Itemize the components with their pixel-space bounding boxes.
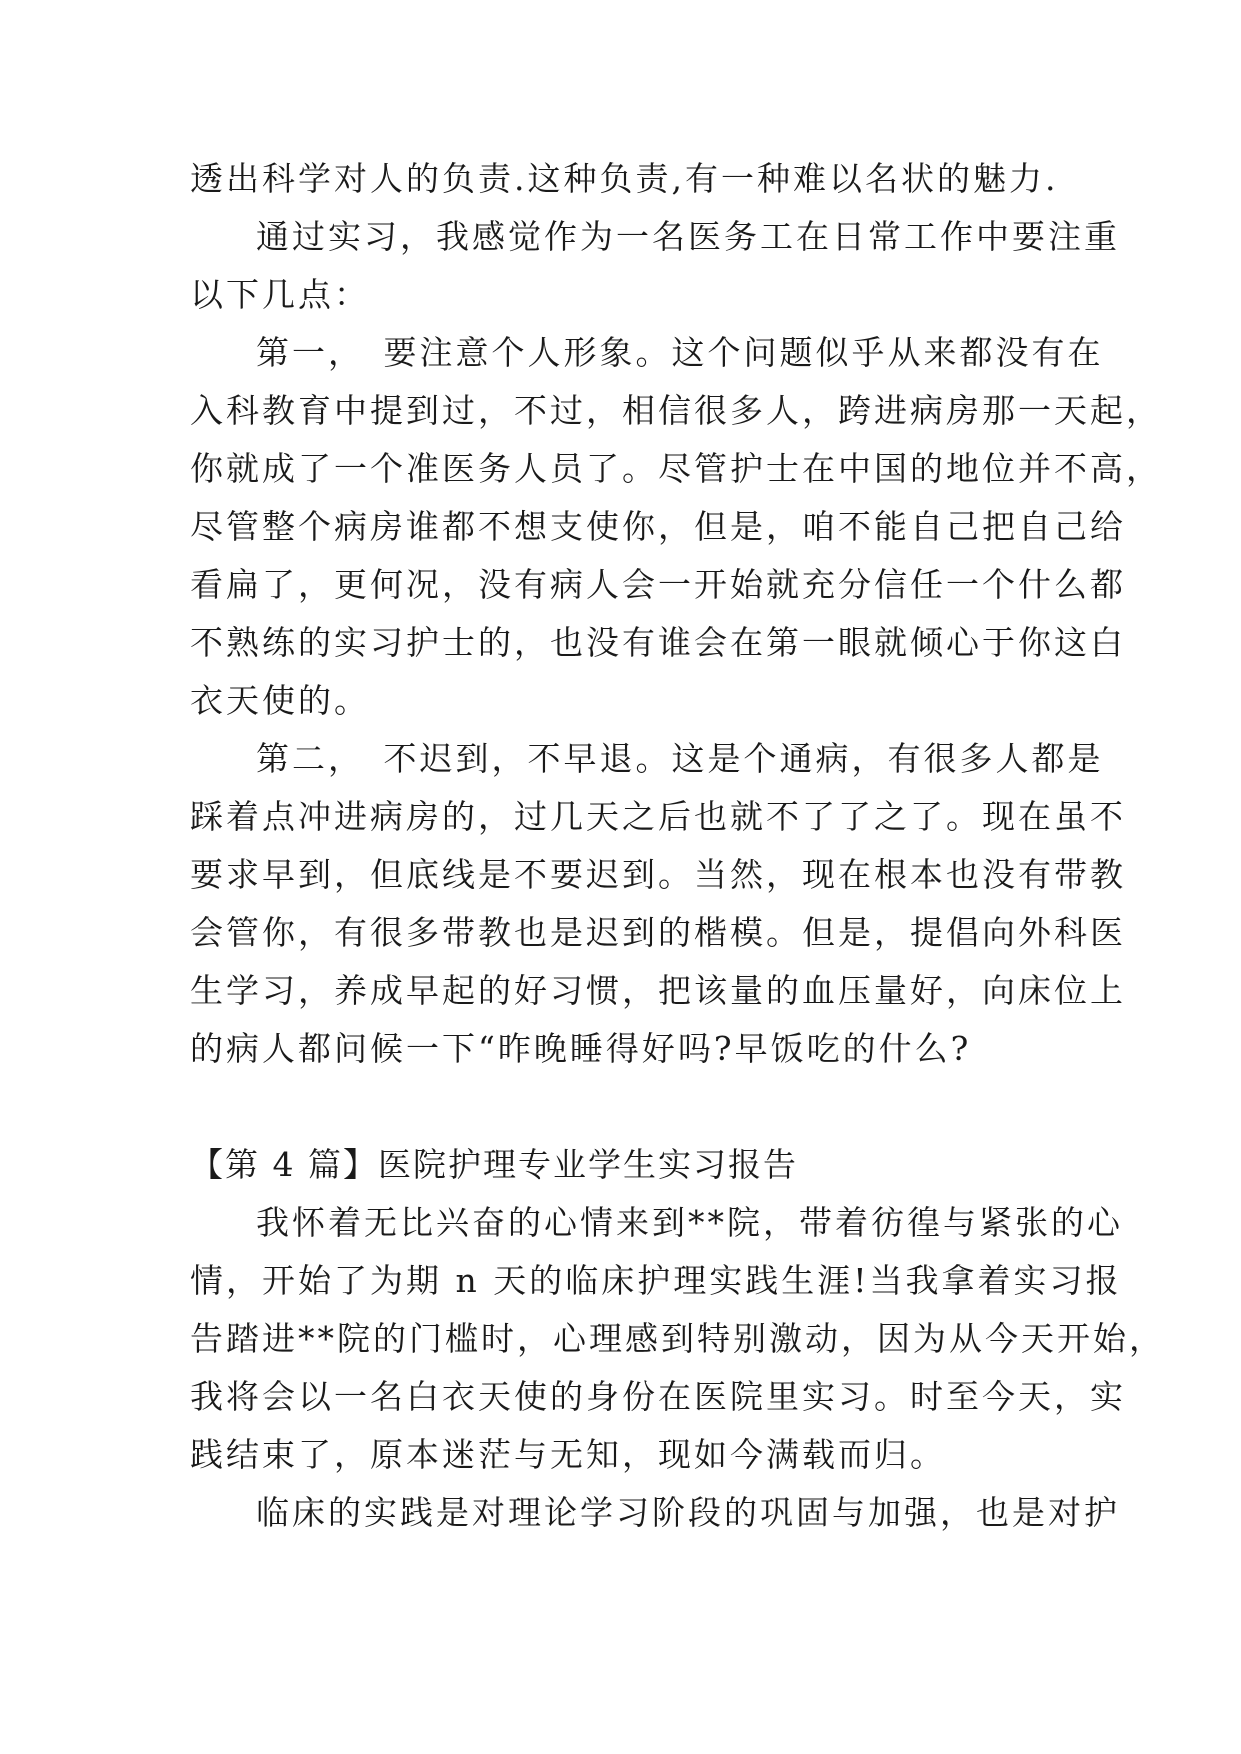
paragraph-line: 踩着点冲进病房的，过几天之后也就不了了之了。现在虽不 xyxy=(190,797,1126,836)
paragraph-line: 以下几点： xyxy=(190,275,370,314)
paragraph-line: 会管你，有很多带教也是迟到的楷模。但是，提倡向外科医 xyxy=(190,913,1126,952)
paragraph-line: 践结束了，原本迷茫与无知，现如今满载而归。 xyxy=(190,1435,946,1474)
paragraph-line: 的病人都问候一下“昨晚睡得好吗?早饭吃的什么? xyxy=(190,1029,972,1068)
paragraph-line: 你就成了一个准医务人员了。尽管护士在中国的地位并不高， xyxy=(190,449,1162,488)
paragraph-line: 要求早到，但底线是不要迟到。当然，现在根本也没有带教 xyxy=(190,855,1126,894)
paragraph-line: 情，开始了为期 n 天的临床护理实践生涯!当我拿着实习报 xyxy=(190,1261,1122,1300)
paragraph-line: 我怀着无比兴奋的心情来到**院，带着彷徨与紧张的心 xyxy=(256,1203,1123,1242)
paragraph-line: 透出科学对人的负责.这种负责,有一种难以名状的魅力. xyxy=(190,159,1059,198)
paragraph-line: 生学习，养成早起的好习惯，把该量的血压量好，向床位上 xyxy=(190,971,1126,1010)
paragraph-line: 衣天使的。 xyxy=(190,681,370,720)
document-page xyxy=(190,150,1165,1542)
paragraph-line: 第一， 要注意个人形象。这个问题似乎从来都没有在 xyxy=(256,333,1104,372)
paragraph-line: 通过实习，我感觉作为一名医务工在日常工作中要注重 xyxy=(256,217,1120,256)
paragraph-line: 第二， 不迟到，不早退。这是个通病，有很多人都是 xyxy=(256,739,1104,778)
paragraph-line: 入科教育中提到过，不过，相信很多人，跨进病房那一天起， xyxy=(190,391,1162,430)
paragraph-line: 不熟练的实习护士的，也没有谁会在第一眼就倾心于你这白 xyxy=(190,623,1126,662)
paragraph-line: 尽管整个病房谁都不想支使你，但是，咱不能自己把自己给 xyxy=(190,507,1126,546)
section-heading: 【第 4 篇】医院护理专业学生实习报告 xyxy=(190,1145,798,1184)
paragraph-line: 临床的实践是对理论学习阶段的巩固与加强，也是对护 xyxy=(256,1493,1120,1532)
section-spacer xyxy=(190,1078,1060,1136)
paragraph-line: 告踏进**院的门槛时，心理感到特别激动，因为从今天开始， xyxy=(190,1319,1165,1358)
paragraph-line: 看扁了，更何况，没有病人会一开始就充分信任一个什么都 xyxy=(190,565,1126,604)
paragraph-line: 我将会以一名白衣天使的身份在医院里实习。时至今天，实 xyxy=(190,1377,1126,1416)
